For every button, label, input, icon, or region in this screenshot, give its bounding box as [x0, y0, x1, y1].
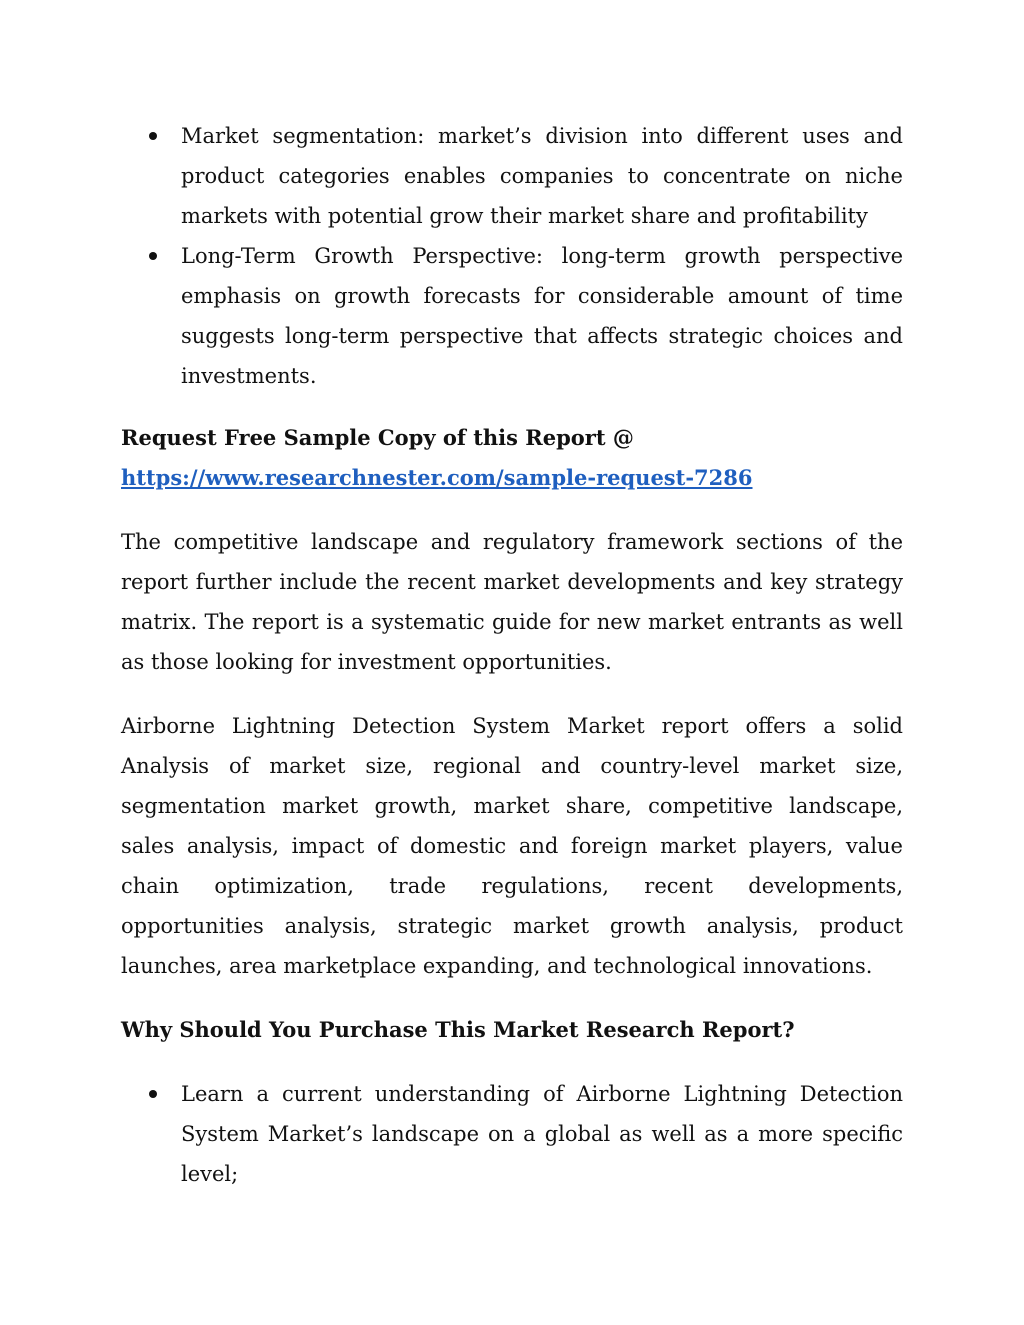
list-item	[121, 116, 903, 236]
list-item	[121, 236, 903, 396]
list-item-text: Learn a current understanding of Airborne Lightning Detection System Market’s landscape on a global as well as a more specific level;	[181, 1082, 903, 1186]
bullet-list	[121, 1074, 903, 1194]
sample-request-link[interactable]: https://www.researchnester.com/sample-request-7286	[121, 465, 753, 490]
document-page	[121, 116, 903, 1194]
paragraph-market-report: Airborne Lightning Detection System Market report offers a solid Analysis of market size, regional and country-level market size, segmentation market growth, market share, competitive landscape, sales analysis, impact of domestic and foreign market players, value chain optimization, trade regulations, recent developments, opportunities analysis, strategic market growth analysis, product launches, area marketplace expanding, and technological innovations.	[121, 714, 903, 978]
bullet-icon	[149, 132, 157, 140]
bullet-list	[121, 116, 903, 396]
bullet-icon	[149, 1090, 157, 1098]
list-item-text: Market segmentation: market’s division into different uses and product categories enables companies to concentrate on niche markets with potential grow their market share and profitability	[181, 124, 903, 228]
list-item-text: Long-Term Growth Perspective: long-term growth perspective emphasis on growth forecasts for considerable amount of time suggests long-term perspective that affects strategic choices and investments.	[181, 244, 903, 388]
paragraph-competitive-landscape: The competitive landscape and regulatory framework sections of the report further include the recent market developments and key strategy matrix. The report is a systematic guide for new market entrants as well as those looking for investment opportunities.	[121, 530, 903, 674]
list-item	[121, 1074, 903, 1194]
why-purchase-heading: Why Should You Purchase This Market Research Report?	[121, 1017, 795, 1042]
request-sample-heading: Request Free Sample Copy of this Report @	[121, 425, 634, 450]
bullet-icon	[149, 252, 157, 260]
